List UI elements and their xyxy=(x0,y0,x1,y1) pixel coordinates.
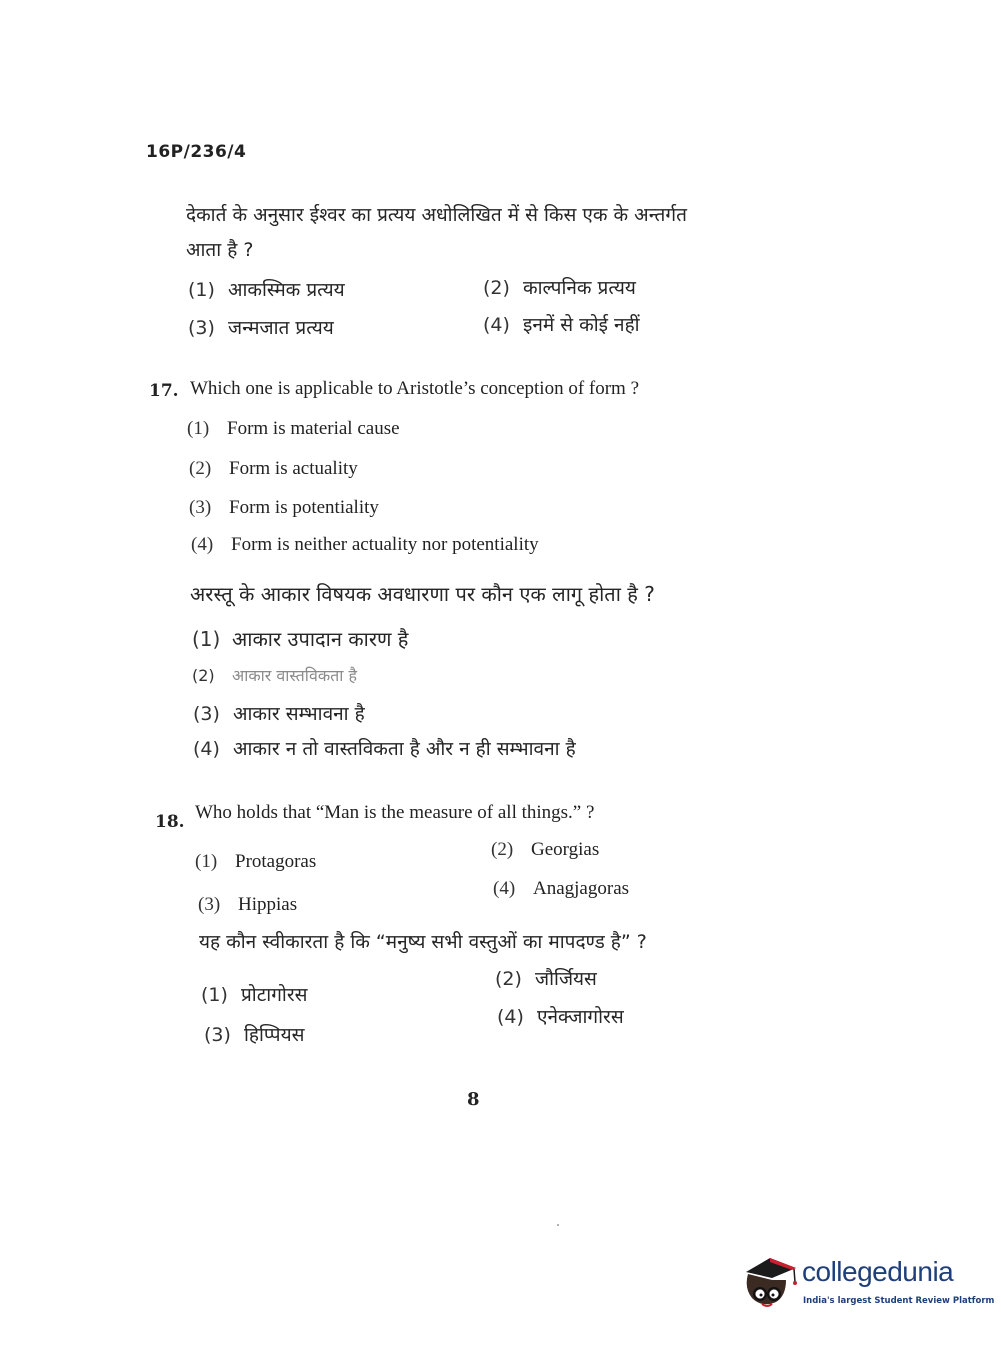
option-text: आकार उपादान कारण है xyxy=(232,627,409,651)
q16-hindi-option-3 xyxy=(188,319,334,338)
option-text: Form is actuality xyxy=(229,458,358,479)
option-number: (3) xyxy=(198,894,221,915)
q17-option-3 xyxy=(189,498,379,517)
paper-code: 16P/236/4 xyxy=(146,142,247,162)
q17-option-1 xyxy=(187,419,400,438)
option-number: (1) xyxy=(201,984,228,1006)
option-text: Form is potentiality xyxy=(229,497,379,518)
q17-hindi-option-4 xyxy=(193,740,576,759)
q16-hindi-option-4 xyxy=(483,316,640,335)
option-text: Anagjagoras xyxy=(533,878,630,899)
q16-hindi-stem-line1: देकार्त के अनुसार ईश्वर का प्रत्यय अधोलिखित में से किस एक के अन्तर्गत xyxy=(186,204,687,226)
option-number: (2) xyxy=(189,458,212,479)
option-text: आकार सम्भावना है xyxy=(233,703,365,725)
q18-option-4 xyxy=(493,879,629,898)
option-number: (1) xyxy=(195,851,218,872)
option-number: (2) xyxy=(491,839,514,860)
option-number: (2) xyxy=(495,968,522,990)
option-text: Form is material cause xyxy=(227,418,400,439)
option-text: Form is neither actuality nor potentiality xyxy=(231,534,539,555)
q16-hindi-option-2 xyxy=(483,279,636,298)
option-text: काल्पनिक प्रत्यय xyxy=(523,277,636,299)
q18-stem: Who holds that “Man is the measure of all things.” ? xyxy=(195,802,595,823)
q18-option-1 xyxy=(195,852,316,871)
option-number: (3) xyxy=(188,317,215,339)
option-number: (4) xyxy=(191,534,214,555)
option-text: एनेक्जागोरस xyxy=(537,1006,624,1028)
q18-hindi-option-4 xyxy=(497,1008,624,1027)
q18-number: 18. xyxy=(155,812,185,832)
option-text: जन्मजात प्रत्यय xyxy=(228,317,334,339)
q17-hindi-option-3 xyxy=(193,705,365,724)
option-number: (4) xyxy=(497,1006,524,1028)
q17-hindi-stem: अरस्तू के आकार विषयक अवधारणा पर कौन एक लागू होता है ? xyxy=(190,582,655,606)
q18-hindi-option-3 xyxy=(204,1026,304,1045)
option-text: Hippias xyxy=(238,894,298,915)
q17-hindi-option-1 xyxy=(192,629,408,649)
option-number: (1) xyxy=(188,279,215,301)
option-number: (2) xyxy=(192,666,215,685)
option-number: (4) xyxy=(493,878,516,899)
option-text: आकार वास्तविकता है xyxy=(232,666,357,685)
q17-number: 17. xyxy=(149,381,179,401)
page-number: 8 xyxy=(467,1089,480,1110)
option-text: Protagoras xyxy=(235,851,317,872)
q17-hindi-option-2 xyxy=(192,668,357,684)
option-text: इनमें से कोई नहीं xyxy=(523,314,640,336)
brand-tagline: India's largest Student Review Platform xyxy=(803,1296,995,1306)
mascot-logo-icon xyxy=(740,1250,800,1312)
q16-hindi-stem-line2: आता है ? xyxy=(186,239,254,261)
option-text: Georgias xyxy=(531,839,600,860)
q18-hindi-option-2 xyxy=(495,970,597,989)
option-text: जौर्जियस xyxy=(535,968,597,990)
q18-hindi-stem: यह कौन स्वीकारता है कि “मनुष्य सभी वस्तुओं का मापदण्ड है” ? xyxy=(199,931,647,953)
q16-hindi-option-1 xyxy=(188,281,345,300)
brand-name: collegedunia xyxy=(802,1256,954,1287)
option-number: (4) xyxy=(483,314,510,336)
option-number: (3) xyxy=(189,497,212,518)
option-text: प्रोटागोरस xyxy=(241,984,308,1006)
option-text: आकस्मिक प्रत्यय xyxy=(228,279,345,301)
q17-option-4 xyxy=(191,535,539,554)
option-number: (1) xyxy=(192,627,221,651)
q18-option-3 xyxy=(198,895,297,914)
option-text: आकार न तो वास्तविकता है और न ही सम्भावना है xyxy=(233,738,576,760)
option-number: (3) xyxy=(204,1024,231,1046)
option-text: हिप्पियस xyxy=(244,1024,305,1046)
q17-option-2 xyxy=(189,459,358,478)
scan-speck xyxy=(557,1224,559,1226)
q18-option-2 xyxy=(491,840,599,859)
q17-stem: Which one is applicable to Aristotle’s conception of form ? xyxy=(190,378,640,399)
option-number: (3) xyxy=(193,703,220,725)
option-number: (1) xyxy=(187,418,210,439)
q18-hindi-option-1 xyxy=(201,986,307,1005)
option-number: (2) xyxy=(483,277,510,299)
collegedunia-watermark xyxy=(740,1250,995,1312)
option-number: (4) xyxy=(193,738,220,760)
